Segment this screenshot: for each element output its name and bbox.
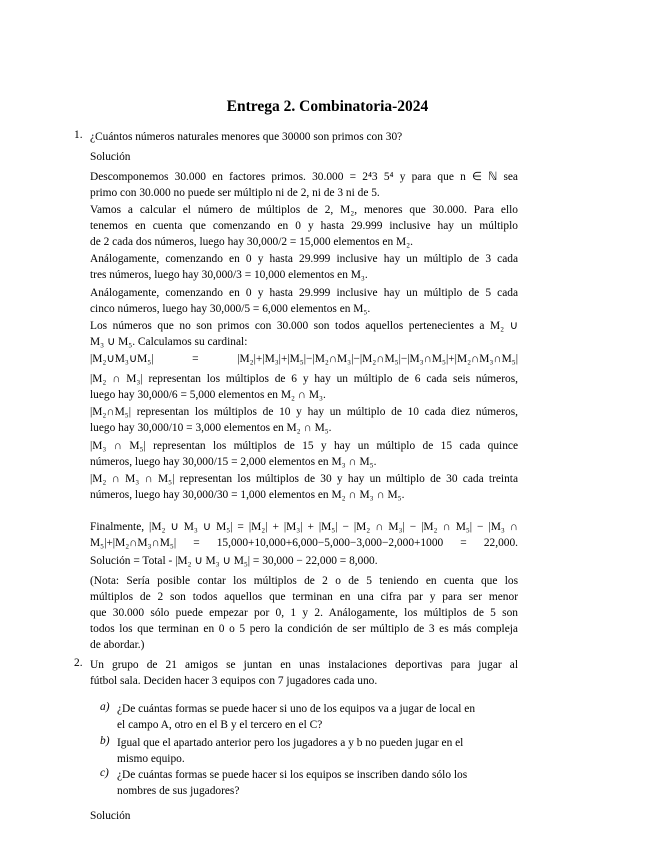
question-number: 2. xyxy=(74,657,83,669)
item-label-c: c) xyxy=(100,767,109,779)
paragraph-note: (Nota: Sería posible contar los múltiplos de 2 o de 5 teniendo en cuenta que los múltiplos de 2 son todos aquellos que terminan en una cifra par y para ser menor que 30.000 sólo puede empezar por 0, 1 y 2. Análogamente, los múltiplos de 5 son todos los que terminan en 0 o 5 pero la condición de ser múltiplo de 3 es más compleja de abordar.) xyxy=(90,575,518,651)
item-c-text: ¿De cuántas formas se puede hacer si los equipos se inscriben dando sólo los nombres de sus jugadores? xyxy=(117,769,468,797)
solution-label: Solución xyxy=(90,810,131,822)
solution-label: Solución xyxy=(90,151,131,163)
item-label-a: a) xyxy=(100,701,110,713)
page-title: Entrega 2. Combinatoria-2024 xyxy=(226,98,429,115)
question-2-text: Un grupo de 21 amigos se juntan en unas instalaciones deportivas para jugar al fútbol sala. Deciden hacer 3 equipos con 7 jugadores cada uno. xyxy=(90,659,518,687)
item-label-b: b) xyxy=(100,735,110,747)
question-1-text: ¿Cuántos números naturales menores que 30000 son primos con 30? xyxy=(90,131,403,143)
paragraph-final-count: Finalmente, |M₂ ∪ M₃ ∪ M₅| = |M₂| + |M₃| + |M₅| − |M₂ ∩ M₃| − |M₂ ∩ M₅| − |M₃ ∩ M₅|+|M₂∩M₃∩M₅| = 15,000+10,000+6,000−5,000−3,000−2,000+1000 = 22,000. xyxy=(90,521,518,549)
paragraph-m2-m3-m5: |M₂ ∩ M₃ ∩ M₅| representan los múltiplos de 30 y hay un múltiplo de 30 cada treinta números, luego hay 30,000/30 = 1,000 elementos en M₂ ∩ M₃ ∩ M₅. xyxy=(90,473,518,501)
paragraph-multiples-5: Análogamente, comenzando en 0 y hasta 29.999 inclusive hay un múltiplo de 5 cada cinco números, luego hay 30,000/5 = 6,000 elementos en M₅. xyxy=(90,287,518,315)
paragraph-m2-m3: |M₂ ∩ M₃| representan los múltiplos de 6 y hay un múltiplo de 6 cada seis números, luego hay 30,000/6 = 5,000 elementos en M₂ ∩ M₃. xyxy=(90,373,518,401)
paragraph-m3-m5: |M₃ ∩ M₅| representan los múltiplos de 15 y hay un múltiplo de 15 cada quince números, luego hay 30,000/15 = 2,000 elementos en M₃ ∩ M₅. xyxy=(90,440,518,468)
paragraph-multiples-2: Vamos a calcular el número de múltiplos de 2, M₂, menores que 30.000. Para ello tenemos en cuenta que comenzando en 0 y hasta 29.999 inclusive hay un múltiplo de 2 cada dos números, luego hay 30,000/2 = 15,000 elementos en M₂. xyxy=(90,204,518,248)
item-b-text: Igual que el apartado anterior pero los jugadores a y b no pueden jugar en el mismo equipo. xyxy=(117,737,464,765)
paragraph-factorization: Descomponemos 30.000 en factores primos. 30.000 = 2⁴3 5⁴ y para que n ∈ ℕ sea primo con 30.000 no puede ser múltiplo ni de 2, ni de 3 ni de 5. xyxy=(90,171,518,199)
item-a-text: ¿De cuántas formas se puede hacer si uno de los equipos va a jugar de local en el campo A, otro en el B y el tercero en el C? xyxy=(117,703,476,731)
paragraph-union: Los números que no son primos con 30.000 son todos aquellos pertenecientes a M₂ ∪ M₃ ∪ M₅. Calculamos su cardinal: xyxy=(90,320,518,348)
solution-result: Solución = Total - |M₂ ∪ M₃ ∪ M₅| = 30,000 − 22,000 = 8,000. xyxy=(90,555,378,567)
inclusion-exclusion-formula: |M₂∪M₃∪M₅| = |M₂|+|M₃|+|M₅|−|M₂∩M₃|−|M₂∩M₅|−|M₃∩M₅|+|M₂∩M₃∩M₅| xyxy=(90,353,518,365)
question-number: 1. xyxy=(74,129,83,141)
paragraph-multiples-3: Análogamente, comenzando en 0 y hasta 29.999 inclusive hay un múltiplo de 3 cada tres números, luego hay 30,000/3 = 10,000 elementos en M₃. xyxy=(90,253,518,281)
paragraph-m2-m5: |M₂∩M₅| representan los múltiplos de 10 y hay un múltiplo de 10 cada diez números, luego hay 30,000/10 = 3,000 elementos en M₂ ∩ M₅. xyxy=(90,406,518,434)
